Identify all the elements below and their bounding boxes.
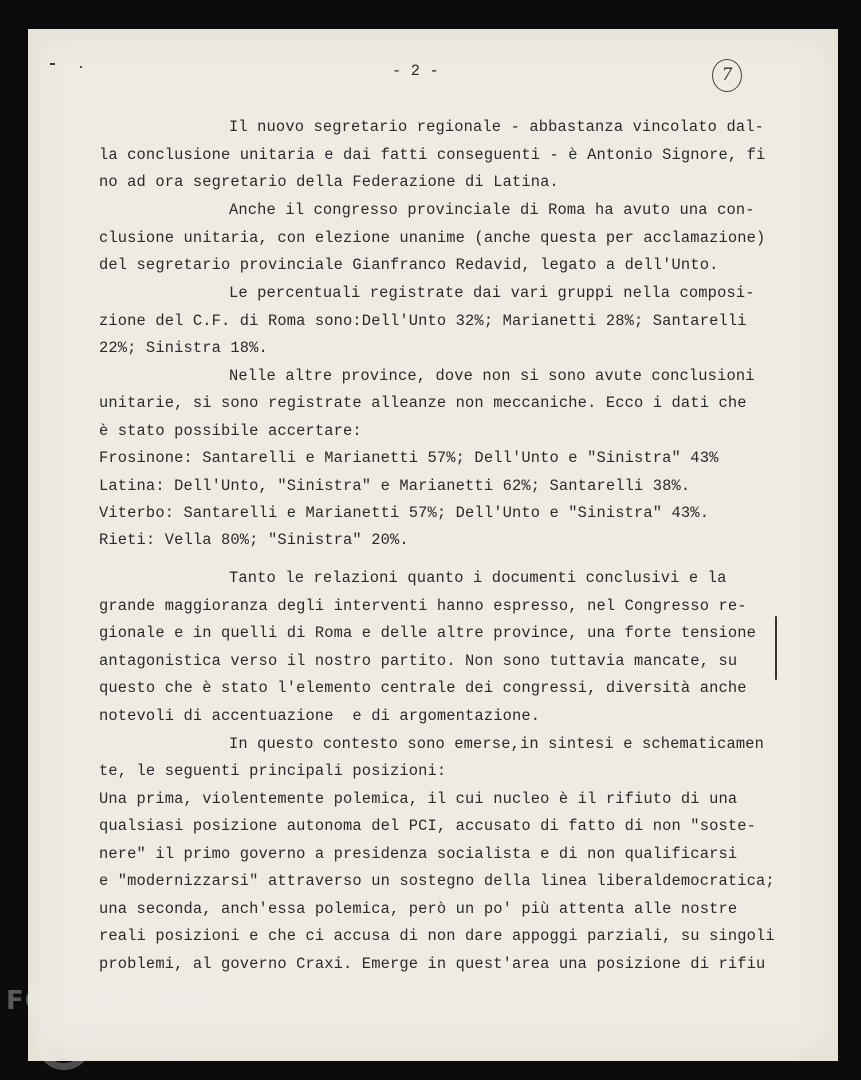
watermark-line1: FONDAZIONE xyxy=(6,986,210,1016)
ink-speck xyxy=(80,66,82,68)
text-line: Viterbo: Santarelli e Marianetti 57%; Dell'Unto e "Sinistra" 43%. xyxy=(99,504,710,522)
text-line: Il nuovo segretario regionale - abbastanza vincolato dal- xyxy=(229,118,764,136)
archive-watermark-logo xyxy=(6,984,216,1076)
text-line: gionale e in quelli di Roma e delle altre province, una forte tensione xyxy=(99,624,757,642)
text-line: te, le seguenti principali posizioni: xyxy=(99,762,447,780)
text-line: reali posizioni e che ci accusa di non dare appoggi parziali, su singoli xyxy=(99,927,775,945)
text-line: problemi, al governo Craxi. Emerge in quest'area una posizione di rifiu xyxy=(99,955,766,973)
text-line: unitarie, si sono registrate alleanze non meccaniche. Ecco i dati che xyxy=(99,394,747,412)
margin-bracket-mark xyxy=(775,616,777,680)
text-line: Tanto le relazioni quanto i documenti conclusivi e la xyxy=(229,569,727,587)
text-line: Rieti: Vella 80%; "Sinistra" 20%. xyxy=(99,531,409,549)
text-line: del segretario provinciale Gianfranco Redavid, legato a dell'Unto. xyxy=(99,256,719,274)
watermark-line3: onlus xyxy=(156,1050,183,1060)
text-line: Frosinone: Santarelli e Marianetti 57%; Dell'Unto e "Sinistra" 43% xyxy=(99,449,719,467)
text-line: qualsiasi posizione autonoma del PCI, accusato di fatto di non "soste- xyxy=(99,817,757,835)
page-number: - 2 - xyxy=(392,62,439,80)
ink-speck xyxy=(50,63,55,65)
text-line: clusione unitaria, con elezione unanime (anche questa per acclamazione) xyxy=(99,229,766,247)
text-line: In questo contesto sono emerse,in sintesi e schematicamen xyxy=(229,735,764,753)
text-line: questo che è stato l'elemento centrale dei congressi, diversità anche xyxy=(99,679,747,697)
text-line: Anche il congresso provinciale di Roma ha avuto una con- xyxy=(229,201,755,219)
text-line: antagonistica verso il nostro partito. Non sono tuttavia mancate, su xyxy=(99,652,738,670)
text-line: Una prima, violentemente polemica, il cui nucleo è il rifiuto di una xyxy=(99,790,738,808)
text-line: 22%; Sinistra 18%. xyxy=(99,339,268,357)
text-line: notevoli di accentuazione e di argomentazione. xyxy=(99,707,541,725)
text-line: Latina: Dell'Unto, "Sinistra" e Marianetti 62%; Santarelli 38%. xyxy=(99,477,691,495)
text-line: nere" il primo governo a presidenza socialista e di non qualificarsi xyxy=(99,845,738,863)
text-line: Le percentuali registrate dai vari gruppi nella composi- xyxy=(229,284,755,302)
text-line: e "modernizzarsi" attraverso un sostegno della linea liberaldemocratica; xyxy=(99,872,775,890)
text-line: Nelle altre province, dove non si sono avute conclusioni xyxy=(229,367,755,385)
text-line: no ad ora segretario della Federazione di Latina. xyxy=(99,173,559,191)
text-line: zione del C.F. di Roma sono:Dell'Unto 32%; Marianetti 28%; Santarelli xyxy=(99,312,747,330)
text-line: grande maggioranza degli interventi hanno espresso, nel Congresso re- xyxy=(99,597,747,615)
text-line: una seconda, anch'essa polemica, però un po' più attenta alle nostre xyxy=(99,900,738,918)
watermark-line2: GRAMSCI xyxy=(68,1018,207,1046)
text-line: è stato possibile accertare: xyxy=(99,422,362,440)
text-line: la conclusione unitaria e dai fatti conseguenti - è Antonio Signore, fi xyxy=(99,146,766,164)
circled-page-annotation: 7 xyxy=(712,59,742,92)
